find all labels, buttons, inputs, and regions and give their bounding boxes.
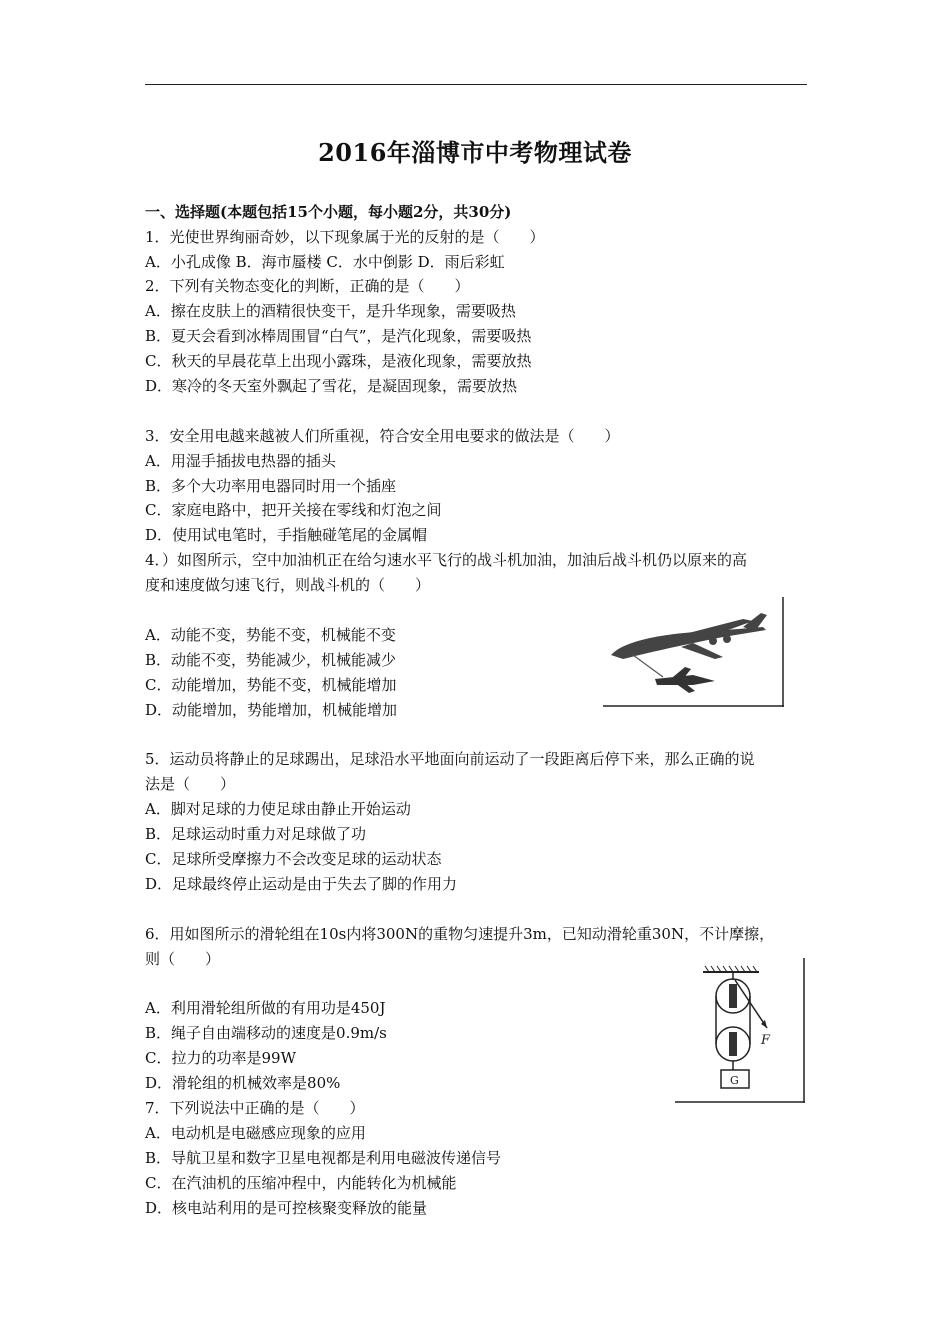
q2-option-b: B．夏天会看到冰棒周围冒“白气”，是汽化现象，需要吸热 <box>145 327 532 345</box>
q1-options: A．小孔成像 B．海市蜃楼 C．水中倒影 D．雨后彩虹 <box>145 253 505 271</box>
question-4: 4．）如图所示，空中加油机正在给匀速水平飞行的战斗机加油，加油后战斗机仍以原来的高 <box>145 551 748 569</box>
q4-option-a: A．动能不变，势能不变，机械能不变 <box>145 626 396 644</box>
q3-option-a: A．用湿手插拔电热器的插头 <box>145 452 336 470</box>
q5-option-d: D．足球最终停止运动是由于失去了脚的作用力 <box>145 875 458 893</box>
page-title: 2016年淄博市中考物理试卷 <box>318 138 632 167</box>
q3-option-c: C．家庭电路中，把开关接在零线和灯泡之间 <box>145 501 442 519</box>
rope-free-end <box>735 980 767 1028</box>
q3-option-b: B．多个大功率用电器同时用一个插座 <box>145 477 397 495</box>
q6-option-a: A．利用滑轮组所做的有用功是450J <box>145 999 386 1017</box>
force-label: F <box>761 1033 771 1048</box>
question-5: 5．运动员将静止的足球踢出，足球沿水平地面向前运动了一段距离后停下来，那么正确的说 <box>145 750 755 768</box>
question-6-cont: 则（ ） <box>145 950 221 968</box>
question-2: 2．下列有关物态变化的判断，正确的是（ ） <box>145 277 470 295</box>
q4-option-b: B．动能不变，势能减少，机械能减少 <box>145 651 397 669</box>
question-7: 7．下列说法中正确的是（ ） <box>145 1099 365 1117</box>
q7-option-a: A．电动机是电磁感应现象的应用 <box>145 1124 366 1142</box>
refuel-hose <box>633 655 663 677</box>
tanker-plane-icon <box>611 613 767 659</box>
q5-option-a: A．脚对足球的力使足球由静止开始运动 <box>145 800 411 818</box>
movable-pulley-icon <box>716 1027 750 1061</box>
ceiling-support <box>703 966 759 972</box>
header-rule <box>145 84 807 85</box>
q2-option-c: C．秋天的早晨花草上出现小露珠，是液化现象，需要放热 <box>145 352 532 370</box>
question-4-cont: 度和速度做匀速飞行，则战斗机的（ ） <box>145 576 431 594</box>
q2-option-d: D．寒冷的冬天室外飘起了雪花，是凝固现象，需要放热 <box>145 377 518 395</box>
q7-option-b: B．导航卫星和数字卫星电视都是利用电磁波传递信号 <box>145 1149 502 1167</box>
fighter-jet-icon <box>655 667 715 693</box>
q5-option-b: B．足球运动时重力对足球做了功 <box>145 825 367 843</box>
q3-option-d: D．使用试电笔时，手指触碰笔尾的金属帽 <box>145 526 428 544</box>
q6-option-c: C．拉力的功率是99W <box>145 1049 296 1067</box>
q4-option-d: D．动能增加，势能增加，机械能增加 <box>145 701 398 719</box>
pulley-system-figure <box>675 958 805 1103</box>
q2-option-a: A．擦在皮肤上的酒精很快变干，是升华现象，需要吸热 <box>145 302 516 320</box>
refueling-aircraft-figure <box>603 597 784 707</box>
q4-option-c: C．动能增加，势能不变，机械能增加 <box>145 676 397 694</box>
q7-option-d: D．核电站利用的是可控核聚变释放的能量 <box>145 1199 428 1217</box>
q6-option-d: D．滑轮组的机械效率是80% <box>145 1074 341 1092</box>
q6-option-b: B．绳子自由端移动的速度是0.9m/s <box>145 1024 387 1042</box>
q7-option-c: C．在汽油机的压缩冲程中，内能转化为机械能 <box>145 1174 457 1192</box>
weight-label: G <box>730 1074 739 1087</box>
question-3: 3．安全用电越来越被人们所重视，符合安全用电要求的做法是（ ） <box>145 427 620 445</box>
question-1: 1．光使世界绚丽奇妙，以下现象属于光的反射的是（ ） <box>145 228 545 246</box>
q5-option-c: C．足球所受摩擦力不会改变足球的运动状态 <box>145 850 442 868</box>
section-heading: 一、选择题(本题包括15个小题，每小题2分，共30分) <box>145 203 512 221</box>
question-5-cont: 法是（ ） <box>145 775 236 793</box>
question-6: 6．用如图所示的滑轮组在10s内将300N的重物匀速提升3m，已知动滑轮重30N，不计摩擦， <box>145 925 775 943</box>
